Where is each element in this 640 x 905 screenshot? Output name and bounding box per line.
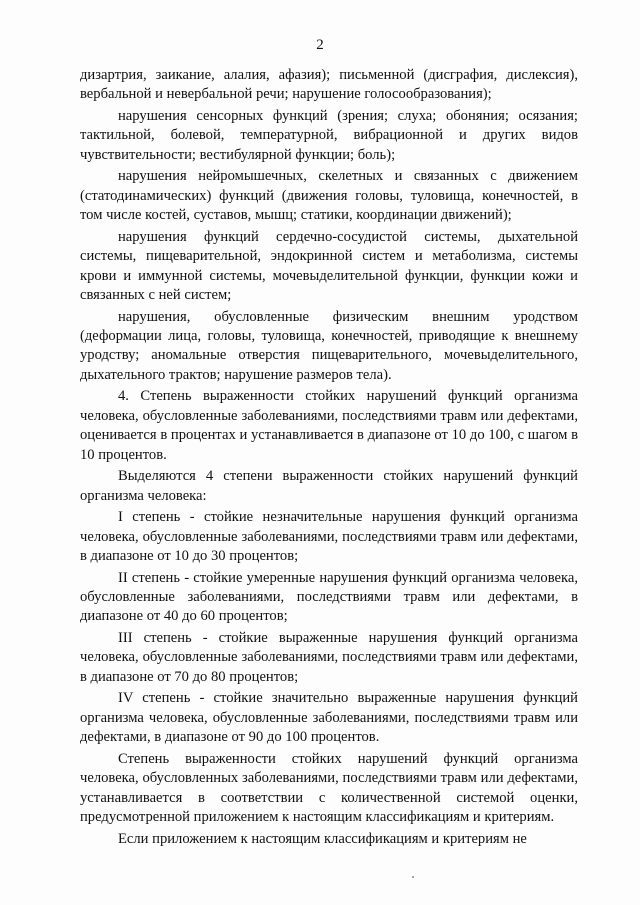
- paragraph-degree-2: II степень - стойкие умеренные нарушения функций организма человека, обусловленные заболеваниями, последствиями травм или дефектами, в диапазоне от 40 до 60 процентов;: [80, 569, 578, 625]
- page-number: 2: [316, 37, 324, 53]
- paragraph-degree-4: IV степень - стойкие значительно выраженные нарушения функций организма человека, обусловленные заболеваниями, последствиями травм или дефектами, в диапазоне от 90 до 100 процентов.: [80, 690, 578, 746]
- scan-speck: [412, 876, 414, 878]
- paragraph-degree-1: I степень - стойкие незначительные нарушения функций организма человека, обусловленные заболеваниями, последствиями травм или дефектами, в диапазоне от 10 до 30 процентов;: [80, 509, 578, 565]
- paragraph-speech-disorders-continued: дизартрия, заикание, алалия, афазия); письменной (дисграфия, дислексия), вербальной и невербальной речи; нарушение голосообразования);: [80, 67, 578, 103]
- paragraph-degree-3: III степень - стойкие выраженные нарушения функций организма человека, обусловленные заболеваниями, последствиями травм или дефектами, в диапазоне от 70 до 80 процентов;: [80, 630, 578, 685]
- paragraph-continuation: Если приложением к настоящим классификациям и критериям не: [118, 830, 527, 847]
- document-body: [80, 66, 578, 851]
- paragraph-severity-assessment: Степень выраженности стойких нарушений функций организма человека, обусловленных заболеваниями, последствиями травм или дефектами, устанавливается в соответствии с количественной системой оценки, предусмотренной приложением к настоящим классификациям и критериям.: [80, 750, 578, 826]
- paragraph-sensory-functions: нарушения сенсорных функций (зрения; слуха; обоняния; осязания; тактильной, болевой, температурной, вибрационной и других видов чувствительности; вестибулярной функции; боль);: [80, 108, 578, 163]
- paragraph-external-deformity: нарушения, обусловленные физическим внешним уродством (деформации лица, головы, туловища, конечностей, приводящие к внешнему уродству; аномальные отверстия пищеварительного, мочевыделительного, дыхательного трактов; нарушение размеров тела).: [80, 308, 578, 383]
- paragraph-internal-systems: нарушения функций сердечно-сосудистой системы, дыхательной системы, пищеварительной, эндокринной систем и метаболизма, системы крови и иммунной системы, мочевыделительной функции, функции кожи и связанных с ней систем;: [80, 228, 578, 304]
- paragraph-neuromuscular-functions: нарушения нейромышечных, скелетных и связанных с движением (статодинамических) функций (движения головы, туловища, конечностей, в том числе костей, суставов, мышц; статики, координации движений);: [80, 168, 578, 224]
- paragraph-item-4-severity: 4. Степень выраженности стойких нарушений функций организма человека, обусловленные заболеваниями, последствиями травм или дефектами, оценивается в процентах и устанавливается в диапазоне от 10 до 100, с шагом в 10 процентов.: [80, 388, 578, 463]
- paragraph-four-degrees-intro: Выделяются 4 степени выраженности стойких нарушений функций организма человека:: [80, 468, 578, 504]
